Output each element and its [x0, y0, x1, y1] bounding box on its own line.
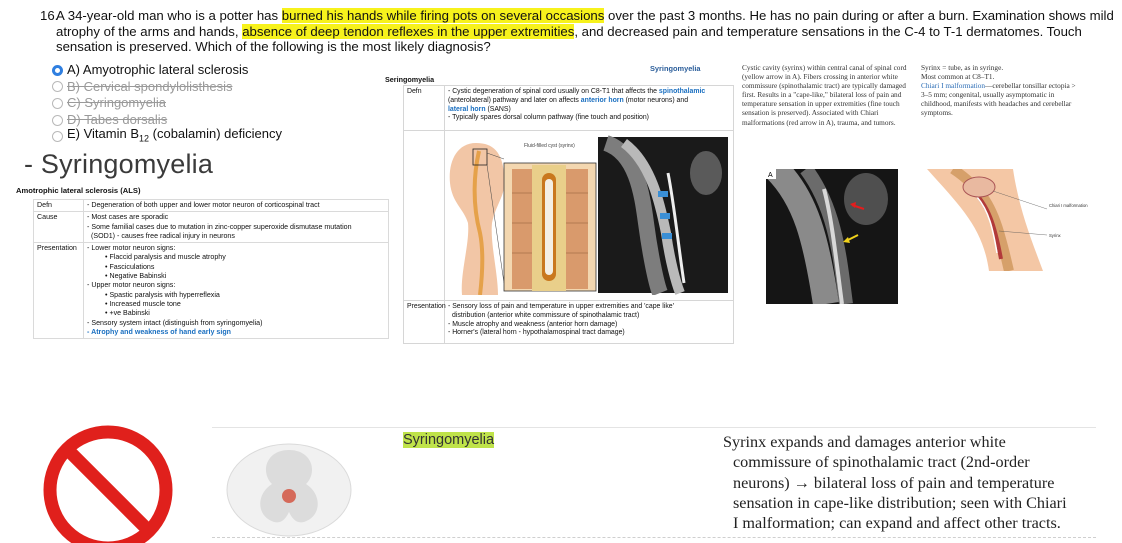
- choice-a-label: A) Amyotrophic lateral sclerosis: [67, 62, 249, 77]
- choice-c[interactable]: [52, 95, 282, 112]
- highlight-burns: burned his hands while firing pots on several occasions: [281, 8, 605, 23]
- list-item: • Negative Babinski: [105, 272, 167, 281]
- als-table: [33, 199, 389, 339]
- defn-key: anterior horn: [580, 96, 624, 104]
- choice-d-label: D) Tabes dorsalis: [67, 111, 168, 127]
- row-value: [84, 243, 389, 339]
- chiari-label: Chiari I malformation: [1049, 203, 1088, 208]
- syringomyelia-term: [403, 432, 494, 448]
- row-value: [448, 88, 733, 123]
- chiari-term: Chiari I malformation: [921, 81, 986, 91]
- choice-b-label: B) Cervical spondylolisthesis: [67, 78, 233, 94]
- choice-e[interactable]: [52, 128, 282, 145]
- summary-line: sensation in cape-like distribution; seen with Chiari: [733, 493, 1067, 512]
- defn-text: (SANS): [485, 105, 511, 113]
- table-row: [34, 200, 389, 212]
- summary-line: commissure of spinothalamic tract (2nd-order: [733, 453, 1030, 472]
- mri-panel-label: A: [768, 172, 773, 179]
- choice-e-text: E) Vitamin B: [67, 126, 140, 142]
- syringomyelia-heading: Syringomyelia: [650, 64, 701, 73]
- row-label: Presentation: [34, 243, 84, 339]
- choice-e-label: [67, 126, 282, 147]
- choice-e-text: (cobalamin) deficiency: [149, 126, 282, 142]
- mri-image: [766, 169, 898, 304]
- row-value: [84, 212, 389, 243]
- presentation-line: - Horner's (lateral horn - hypothalamospinal tract damage): [448, 329, 625, 337]
- chiari-definition: [921, 81, 1081, 117]
- list-item: • +ve Babinski: [105, 309, 150, 318]
- defn-key: lateral horn: [448, 105, 486, 113]
- answer-title: - Syringomyelia: [24, 149, 214, 179]
- spinal-cord-cross-section-icon: [226, 438, 352, 538]
- list-item: • Flaccid paralysis and muscle atrophy: [105, 253, 226, 262]
- list-item: • Spastic paralysis with hyperreflexia: [105, 290, 220, 299]
- choice-c-label: C) Syringomyelia: [67, 95, 166, 111]
- row-label: Cause: [34, 212, 84, 243]
- answer-choices: [52, 62, 282, 145]
- umn-heading: - Upper motor neuron signs:: [87, 281, 176, 290]
- syringomyelia-table-title: Seringomyelia: [385, 75, 435, 84]
- question-text: [40, 8, 1114, 55]
- presentation-line: - Muscle atrophy and weakness (anterior horn damage): [448, 320, 618, 328]
- presentation-line: - Sensory loss of pain and temperature in upper extremities and 'cape like': [448, 303, 674, 310]
- radio[interactable]: [52, 98, 63, 109]
- cause-line: (SOD1) - causes free radical injury in neurons: [91, 231, 235, 240]
- choice-b[interactable]: [52, 79, 282, 96]
- highlight-reflexes: absence of deep tendon reflexes in the upper extremities: [242, 23, 575, 39]
- question-part: A 34-year-old man who is a potter has: [56, 8, 282, 23]
- syrinx-definition: Syrinx = tube, as in syringe.: [921, 63, 1004, 72]
- question-part: over the past 3 months. He has no pain during or after a burn. Examination shows mild atrophy of the arms and hands,: [56, 8, 1114, 39]
- divider: [212, 427, 1096, 428]
- row-label: Defn: [407, 88, 422, 95]
- radio[interactable]: [52, 81, 63, 92]
- defn-text: (anterolateral) pathway and later on affects: [448, 96, 581, 104]
- cyst-label: Fluid-filled cyst (syrinx): [524, 143, 575, 149]
- defn-text: (motor neurons) and: [623, 96, 689, 104]
- row-value: - Degeneration of both upper and lower motor neuron of corticospinal tract: [84, 200, 389, 212]
- table-row: [404, 86, 733, 131]
- table-row: [34, 212, 389, 243]
- defn-key: spinothalamic: [658, 88, 706, 95]
- prohibited-icon: [38, 420, 178, 543]
- choice-e-sub: 12: [139, 133, 150, 144]
- defn-text: - Typically spares dorsal column pathway (fine touch and position): [448, 114, 649, 122]
- radio-selected[interactable]: [52, 65, 63, 76]
- list-item: • Fasciculations: [105, 262, 155, 271]
- lmn-heading: - Lower motor neuron signs:: [87, 244, 176, 253]
- choice-a[interactable]: [52, 62, 282, 79]
- cause-line: - Most cases are sporadic: [87, 213, 169, 222]
- radio[interactable]: [52, 115, 63, 126]
- syrinx-label: Syrinx: [1049, 233, 1061, 238]
- syringomyelia-summary: [723, 432, 1103, 533]
- question-number: 16.: [40, 8, 59, 23]
- row-label: Defn: [34, 200, 84, 212]
- key-sign: - Atrophy and weakness of hand early sign: [87, 327, 232, 336]
- syrinx-illustration: [446, 133, 730, 295]
- term-highlight: Syringomyelia: [403, 432, 495, 448]
- table-row: [34, 243, 389, 339]
- row-value: [448, 303, 733, 338]
- mri-description: Cystic cavity (syrinx) within central canal of spinal cord (yellow arrow in A). Fibers crossing in anterior white commissure (spinothalamic tract) are typically damaged first. Results in a "cape-like," bilateral loss of pain and temperature sensation in upper extremities (fine touch sensation is preserved). Associated with Chiari malformations (red arrow in A), trauma, and tumors.: [742, 63, 907, 127]
- presentation-line: distribution (anterior white commissure of spinothalamic tract): [452, 311, 640, 319]
- table-row: [404, 300, 733, 344]
- als-title: Amotrophic lateral sclerosis (ALS): [16, 186, 141, 195]
- chiari-description: [921, 63, 1081, 118]
- row-label: Presentation: [407, 303, 446, 310]
- syrinx-location: Most common at C8–T1.: [921, 72, 995, 82]
- question-part: , and decreased pain and temperature sensations in the C-4 to T-1 dermatomes. Touch sensation is preserved. Which of the following is the most likely diagnosis?: [56, 23, 1082, 54]
- summary-line: I malformation; can expand and affect other tracts.: [733, 514, 1061, 533]
- cause-line: - Some familial cases due to mutation in zinc-copper superoxide dismutase mutation: [87, 222, 352, 231]
- summary-line: neurons) → bilateral loss of pain and temperature: [733, 473, 1055, 492]
- chiari-text: —cerebellar tonsillar ectopia > 3–5 mm; congenital, usually asymptomatic in childhood, manifests with headaches and cerebellar symptoms.: [921, 81, 1076, 118]
- radio[interactable]: [52, 131, 63, 142]
- defn-text: - Cystic degeneration of spinal cord usually on C8-T1 that affects the: [448, 88, 659, 95]
- sensory-line: - Sensory system intact (distinguish from syringomyelia): [87, 318, 263, 327]
- chiari-diagram: [923, 169, 1089, 271]
- list-item: • Increased muscle tone: [105, 299, 181, 308]
- summary-line: Syrinx expands and damages anterior white: [723, 433, 1006, 451]
